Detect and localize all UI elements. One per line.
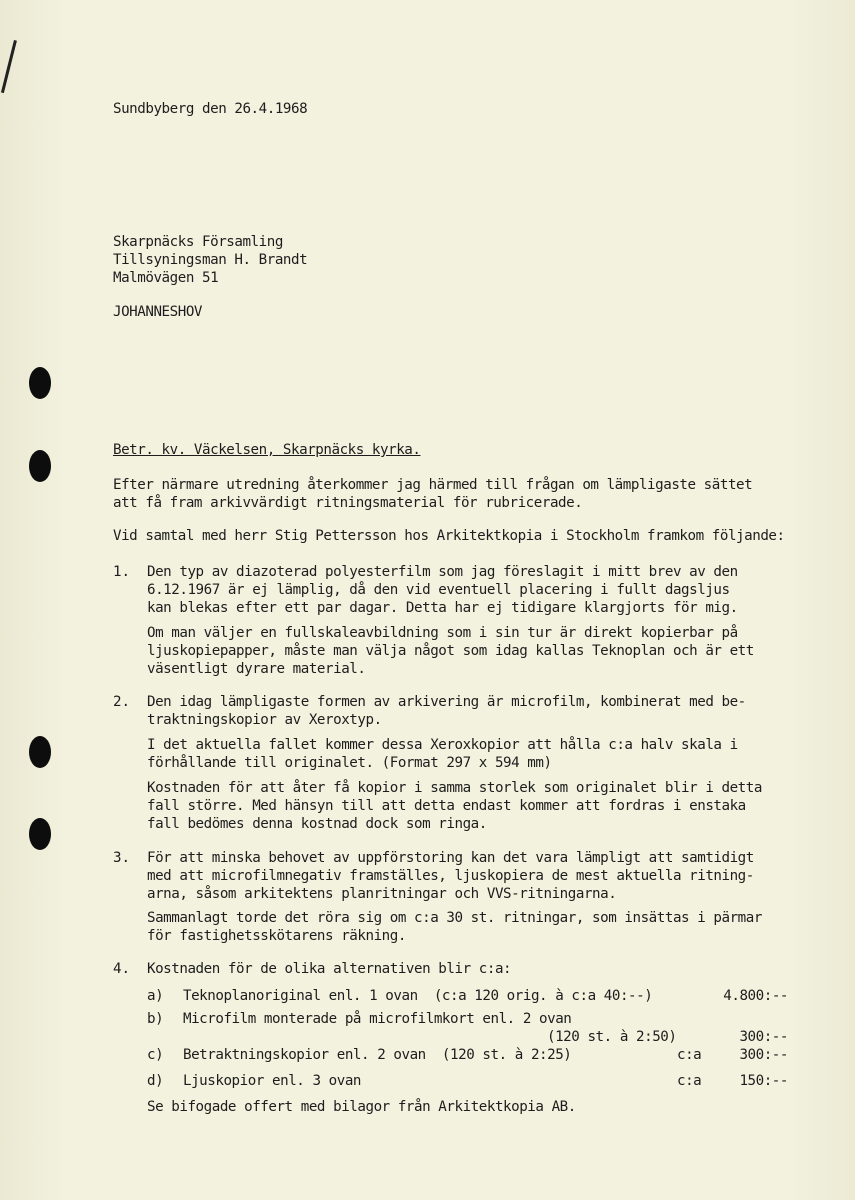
item-text: Sammanlagt torde det röra sig om c:a 30 st. ritningar, som insättas i pärmar: [147, 910, 762, 926]
meeting-line: Vid samtal med herr Stig Pettersson hos Arkitektkopia i Stockholm framkom följande:: [113, 528, 785, 544]
cost-letter: b): [147, 1011, 164, 1027]
item-text: 6.12.1967 är ej lämplig, då den vid eventuell placering i fullt dagsljus: [147, 582, 730, 598]
item-text: väsentligt dyrare material.: [147, 661, 366, 677]
item-text: Kostnaden för de olika alternativen blir c:a:: [147, 961, 512, 977]
recipient-line: Skarpnäcks Församling: [113, 234, 283, 250]
item-text: fall bedömes denna kostnad dock som ringa.: [147, 816, 487, 832]
cost-amount: 300:--: [739, 1029, 788, 1045]
cost-extra: (120 st. à 2:50): [547, 1029, 677, 1045]
item-text: traktningskopior av Xeroxtyp.: [147, 712, 382, 728]
item-text: fall större. Med hänsyn till att detta endast kommer att fordras i enstaka: [147, 798, 746, 814]
item-text: I det aktuella fallet kommer dessa Xeroxkopior att hålla c:a halv skala i: [147, 737, 738, 753]
item-number: 3.: [113, 850, 131, 866]
item-text: Om man väljer en fullskaleavbildning som i sin tur är direkt kopierbar på: [147, 625, 738, 641]
intro-line: Efter närmare utredning återkommer jag härmed till frågan om lämpligaste sättet: [113, 477, 753, 493]
subject-line: Betr. kv. Väckelsen, Skarpnäcks kyrka.: [113, 442, 421, 458]
item-text: kan blekas efter ett par dagar. Detta har ej tidigare klargjorts för mig.: [147, 600, 738, 616]
item-number: 4.: [113, 961, 131, 977]
item-number: 2.: [113, 694, 131, 710]
pencil-mark: [1, 40, 17, 93]
cost-prefix: c:a: [677, 1073, 702, 1089]
item-text: arna, såsom arkitektens planritningar och VVS-ritningarna.: [147, 886, 617, 902]
cost-text: Teknoplanoriginal enl. 1 ovan (c:a 120 orig. à c:a 40:--): [183, 988, 653, 1004]
cost-amount: 4.800:--: [723, 988, 788, 1004]
cost-text: Microfilm monterade på microfilmkort enl. 2 ovan: [183, 1011, 572, 1027]
closing-line: Se bifogade offert med bilagor från Arkitektkopia AB.: [147, 1099, 576, 1115]
item-text: Den idag lämpligaste formen av arkivering är microfilm, kombinerat med be-: [147, 694, 746, 710]
item-text: För att minska behovet av uppförstoring kan det vara lämpligt att samtidigt: [147, 850, 754, 866]
punch-hole: [29, 736, 51, 768]
punch-hole: [29, 818, 51, 850]
item-number: 1.: [113, 564, 131, 580]
punch-hole: [29, 367, 51, 399]
cost-prefix: c:a: [677, 1047, 702, 1063]
item-text: ljuskopiepapper, måste man välja något som idag kallas Teknoplan och är ett: [147, 643, 754, 659]
cost-amount: 150:--: [739, 1073, 788, 1089]
item-text: Kostnaden för att åter få kopior i samma storlek som originalet blir i detta: [147, 780, 762, 796]
intro-line: att få fram arkivvärdigt ritningsmaterial för rubricerade.: [113, 495, 583, 511]
cost-letter: a): [147, 988, 164, 1004]
place-date: Sundbyberg den 26.4.1968: [113, 101, 308, 117]
recipient-line: Malmövägen 51: [113, 270, 219, 286]
cost-text: Betraktningskopior enl. 2 ovan (120 st. à 2:25): [183, 1047, 572, 1063]
cost-amount: 300:--: [739, 1047, 788, 1063]
item-text: förhållande till originalet. (Format 297 x 594 mm): [147, 755, 552, 771]
cost-letter: c): [147, 1047, 164, 1063]
recipient-city: JOHANNESHOV: [113, 304, 203, 320]
cost-letter: d): [147, 1073, 164, 1089]
punch-hole: [29, 450, 51, 482]
cost-text: Ljuskopior enl. 3 ovan: [183, 1073, 362, 1089]
item-text: med att microfilmnegativ framställes, ljuskopiera de mest aktuella ritning-: [147, 868, 754, 884]
item-text: Den typ av diazoterad polyesterfilm som jag föreslagit i mitt brev av den: [147, 564, 738, 580]
item-text: för fastighetsskötarens räkning.: [147, 928, 406, 944]
recipient-line: Tillsyningsman H. Brandt: [113, 252, 308, 268]
